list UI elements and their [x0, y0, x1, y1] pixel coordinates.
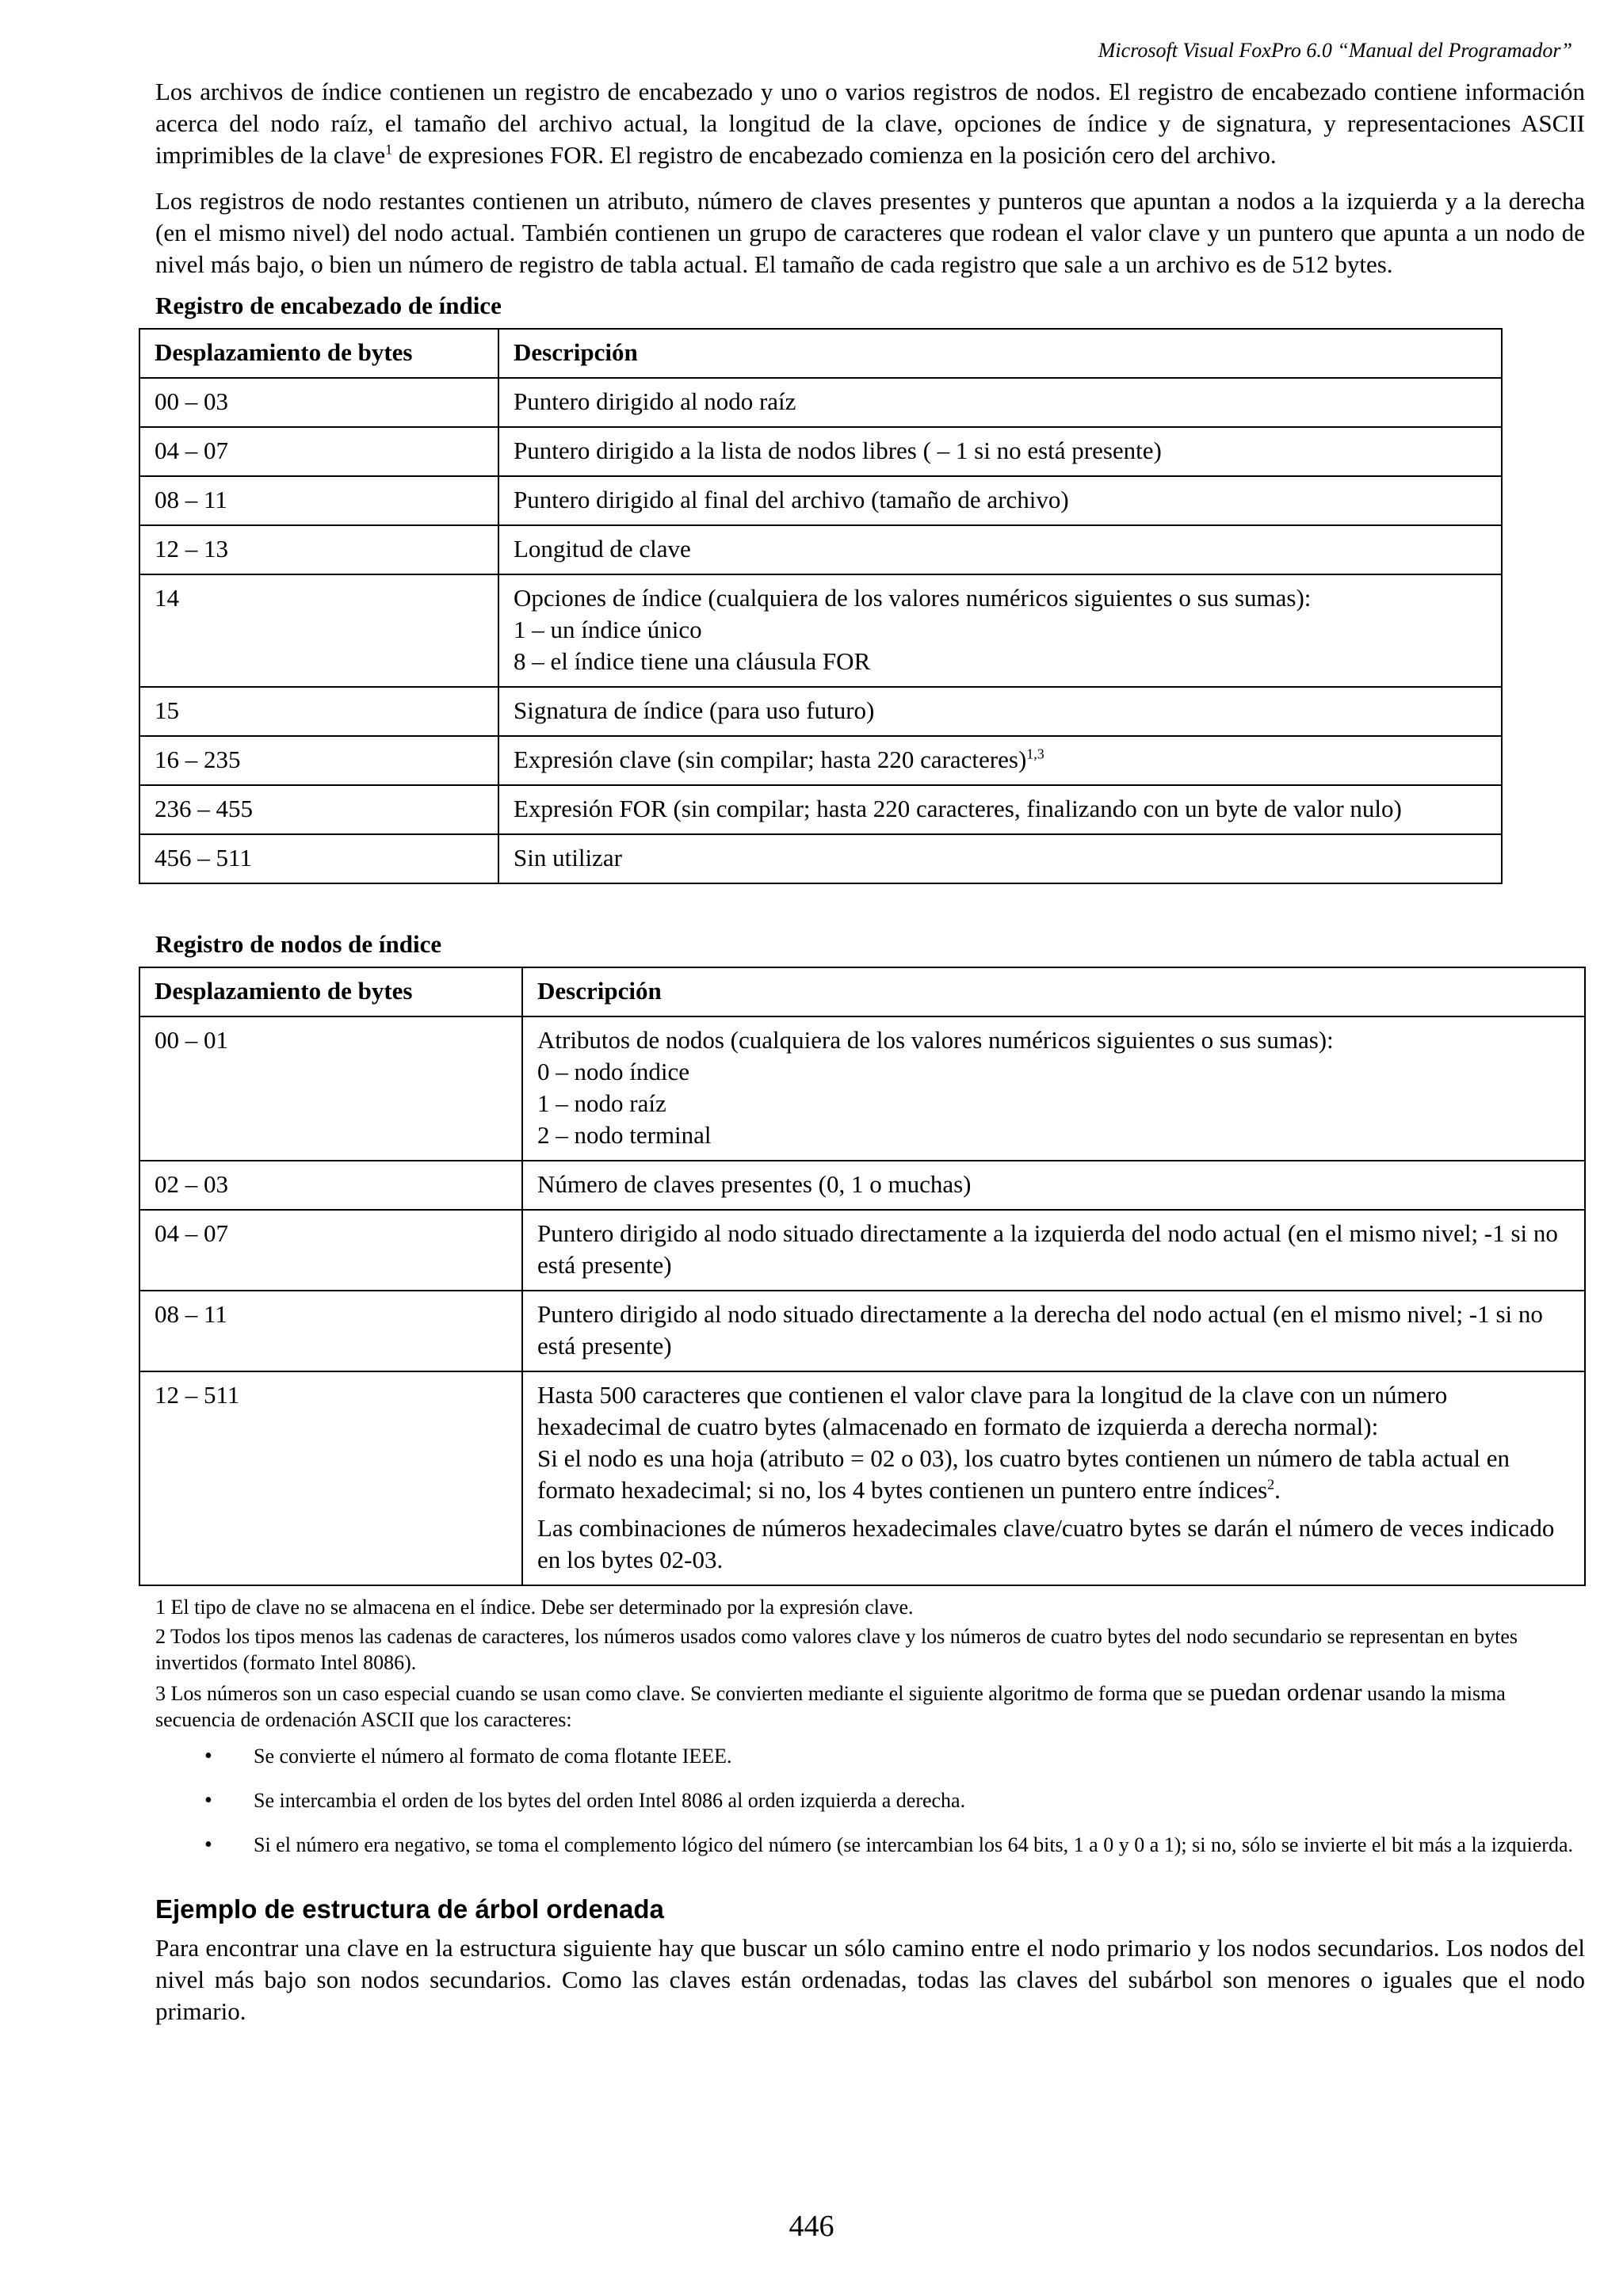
offset-cell: 04 – 07 — [139, 427, 498, 476]
description-cell: Expresión FOR (sin compilar; hasta 220 caracteres, finalizando con un byte de valor nulo) — [498, 785, 1502, 834]
header-table-caption: Registro de encabezado de índice — [155, 292, 502, 319]
table-header-row — [139, 329, 1502, 378]
table-row — [139, 687, 1502, 736]
footnote-1: 1 El tipo de clave no se almacena en el índice. Debe ser determinado por la expresión clave. — [155, 1596, 914, 1619]
offset-cell: 00 – 01 — [139, 1016, 522, 1161]
bullet-icon: • — [204, 1833, 212, 1857]
page-content — [155, 76, 1585, 2042]
description-cell: Puntero dirigido al nodo raíz — [498, 378, 1502, 427]
description-cell: Puntero dirigido al final del archivo (tamaño de archivo) — [498, 476, 1502, 525]
column-header-offset: Desplazamiento de bytes — [139, 967, 522, 1016]
intro-paragraph-2: Los registros de nodo restantes contienen un atributo, número de claves presentes y punteros que apuntan a nodos a la izquierda y a la derecha (en el mismo nivel) del nodo actual. También contienen un grupo de caracteres que rodean el valor clave y un puntero que apunta a un nodo de nivel más bajo, o bien un número de registro de tabla actual. El tamaño de cada registro que sale a un archivo es de 512 bytes. — [155, 187, 1585, 278]
offset-cell: 16 – 235 — [139, 736, 498, 785]
description-cell: Número de claves presentes (0, 1 o muchas) — [522, 1161, 1585, 1210]
table-row — [139, 1291, 1585, 1371]
list-item: • Se convierte el número al formato de coma flotante IEEE. — [155, 1741, 1585, 1772]
table-row — [139, 1016, 1585, 1161]
description-cell: Opciones de índice (cualquiera de los valores numéricos siguientes o sus sumas): 1 – un índice único 8 – el índice tiene una cláusula FOR — [498, 574, 1502, 687]
algorithm-steps-list — [155, 1741, 1585, 1861]
column-header-offset: Desplazamiento de bytes — [139, 329, 498, 378]
page-number: 446 — [789, 2210, 834, 2243]
offset-cell: 15 — [139, 687, 498, 736]
table-header-row — [139, 967, 1585, 1016]
offset-cell: 00 – 03 — [139, 378, 498, 427]
section-paragraph: Para encontrar una clave en la estructura siguiente hay que buscar un sólo camino entre el nodo primario y los nodos secundarios. Los nodos del nivel más bajo son nodos secundarios. Como las claves están ordenadas, todas las claves del subárbol son menores o iguales que el nodo primario. — [155, 1934, 1585, 2025]
description-cell: Puntero dirigido al nodo situado directamente a la izquierda del nodo actual (en el mismo nivel; -1 si no está presente) — [522, 1210, 1585, 1291]
offset-cell: 14 — [139, 574, 498, 687]
offset-cell: 456 – 511 — [139, 834, 498, 883]
running-header: Microsoft Visual FoxPro 6.0 “Manual del Programador” — [1098, 39, 1572, 62]
description-cell: Atributos de nodos (cualquiera de los valores numéricos siguientes o sus sumas): 0 – nodo índice 1 – nodo raíz 2 – nodo terminal — [522, 1016, 1585, 1161]
intro-paragraph-1: Los archivos de índice contienen un registro de encabezado y uno o varios registros de nodos. El registro de encabezado contiene información acerca del nodo raíz, el tamaño del archivo actual, la longitud de la clave, opciones de índice y de signatura, y representaciones ASCII imprimibles de la clave$^1$ de expresiones FOR. El registro de encabezado comienza en la posición cero del archivo. — [155, 78, 1585, 169]
table-row — [139, 525, 1502, 574]
table-row — [139, 476, 1502, 525]
section-heading: Ejemplo de estructura de árbol ordenada — [155, 1894, 664, 1924]
node-table-caption: Registro de nodos de índice — [155, 930, 442, 958]
offset-cell: 08 – 11 — [139, 476, 498, 525]
footnote-ref-2: 2 — [1267, 1476, 1275, 1493]
list-item: • Se intercambia el orden de los bytes del orden Intel 8086 al orden izquierda a derecha. — [155, 1785, 1585, 1817]
table-row — [139, 736, 1502, 785]
table-row — [139, 1161, 1585, 1210]
offset-cell: 08 – 11 — [139, 1291, 522, 1371]
list-item: • Si el número era negativo, se toma el complemento lógico del número (se intercambian los 64 bits, 1 a 0 y 0 a 1); si no, sólo se invierte el bit más a la izquierda. — [155, 1829, 1585, 1861]
footnote-ref-1: 1 — [385, 141, 393, 158]
description-cell: Sin utilizar — [498, 834, 1502, 883]
offset-cell: 12 – 13 — [139, 525, 498, 574]
table-row — [139, 378, 1502, 427]
header-record-table — [139, 328, 1503, 884]
footnote-3: 3 Los números son un caso especial cuando se usan como clave. Se convierten mediante el siguiente algoritmo de forma que se puedan ordenar usando la misma secuencia de ordenación ASCII que los caracteres: — [155, 1678, 1506, 1731]
table-row — [139, 785, 1502, 834]
footnotes — [155, 1594, 1585, 1861]
table-row — [139, 1371, 1585, 1585]
table-row — [139, 574, 1502, 687]
column-header-description: Descripción — [522, 967, 1585, 1016]
bullet-icon: • — [204, 1788, 212, 1813]
bullet-icon: • — [204, 1744, 212, 1768]
description-cell: Signatura de índice (para uso futuro) — [498, 687, 1502, 736]
description-cell: Expresión clave (sin compilar; hasta 220 caracteres)$^{1,3}$ — [498, 736, 1502, 785]
node-record-table — [139, 967, 1586, 1586]
table-row — [139, 834, 1502, 883]
offset-cell: 12 – 511 — [139, 1371, 522, 1585]
table-row — [139, 1210, 1585, 1291]
description-cell: Puntero dirigido al nodo situado directamente a la derecha del nodo actual (en el mismo nivel; -1 si no está presente) — [522, 1291, 1585, 1371]
table-row — [139, 427, 1502, 476]
offset-cell: 236 – 455 — [139, 785, 498, 834]
description-cell: Hasta 500 caracteres que contienen el valor clave para la longitud de la clave con un número hexadecimal de cuatro bytes (almacenado en formato de izquierda a derecha normal): Si el nodo es una hoja (atributo = 02 o 03), los cuatro bytes contienen un número de tabla actual en formato hexadecimal; si no, los 4 bytes contienen un puntero entre índices$^2$. Las combinaciones de números hexadecimales clave/cuatro bytes se darán el número de veces indicado en los bytes 02-03. — [522, 1371, 1585, 1585]
column-header-description: Descripción — [498, 329, 1502, 378]
offset-cell: 04 – 07 — [139, 1210, 522, 1291]
offset-cell: 02 – 03 — [139, 1161, 522, 1210]
footnote-2: 2 Todos los tipos menos las cadenas de caracteres, los números usados como valores clave y los números de cuatro bytes del nodo secundario se representan en bytes invertidos (formato Intel 8086). — [155, 1625, 1518, 1674]
footnote-ref-1-3: 1,3 — [1026, 746, 1044, 762]
description-cell: Longitud de clave — [498, 525, 1502, 574]
description-cell: Puntero dirigido a la lista de nodos libres ( – 1 si no está presente) — [498, 427, 1502, 476]
